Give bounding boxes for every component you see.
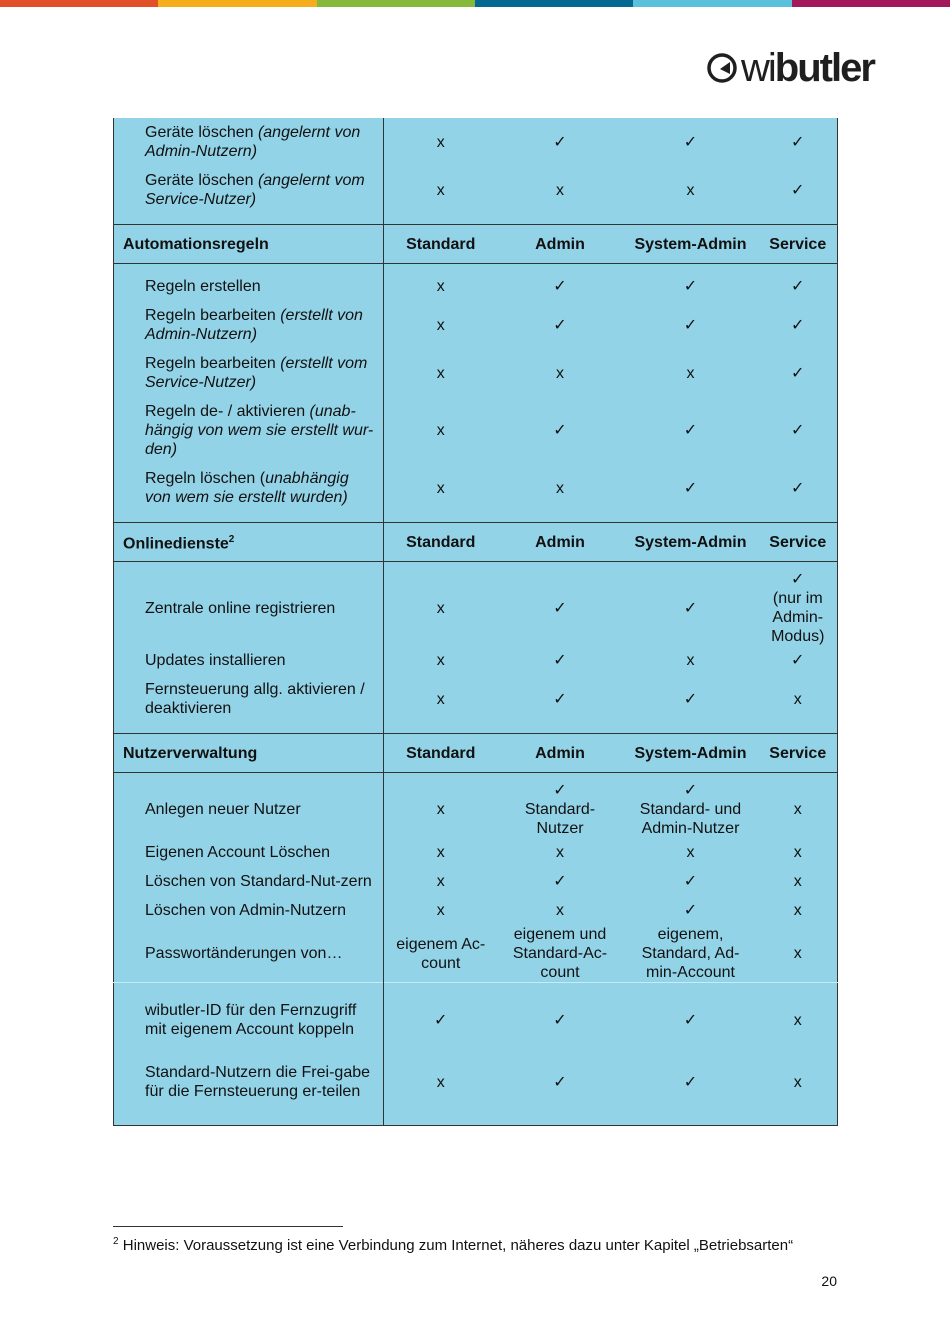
spacer-row [114,264,838,273]
permission-cell: x [793,902,802,919]
row-label [114,867,384,896]
spacer-row [114,562,838,571]
permission-cell: x [686,181,695,199]
table-row [114,925,838,983]
row-label-text: Regeln löschen ( [145,470,266,487]
spacer-cell [114,264,384,273]
row-label [114,301,384,349]
permission-cell: ✓ Standard- und Admin-Nutzer [639,782,742,837]
permission-cell: x [686,364,695,382]
table-row [114,1049,838,1115]
permission-cell: x [793,801,802,818]
permission-cell: ✓ [553,1073,567,1091]
section-title [114,225,384,264]
row-label-text: Geräte löschen [145,172,258,189]
permission-cell: ✓ [791,181,805,199]
permission-cell: x [436,844,445,861]
divider-row [114,983,838,992]
spacer-row [114,214,838,225]
spacer-cell [384,264,838,273]
permission-cell: x [793,1011,802,1029]
permission-cell: x [556,844,564,861]
row-label [114,991,384,1049]
row-label-text: Updates installieren [145,652,286,669]
table-row [114,166,838,214]
section-title-text: Nutzerverwaltung [123,744,258,762]
permission-cell: ✓ [791,422,805,439]
permission-cell: ✓ [553,316,567,334]
permission-cell: ✓ [553,422,567,439]
permission-cell: x [436,873,445,890]
section-header-row [114,225,838,264]
permission-cell: x [436,316,445,334]
table-row [114,991,838,1049]
row-label-text: Löschen von Standard-Nut-zern [145,873,372,890]
column-header: System-Admin [623,225,759,264]
permission-cell: ✓ [791,364,805,382]
row-label [114,272,384,301]
spacer-row [114,773,838,782]
row-label [114,925,384,983]
permission-cell: x [436,652,445,669]
row-label-text: Fernsteuerung allg. aktivieren / deaktivieren [145,681,365,717]
permission-cell: ✓ [553,652,567,669]
table-row [114,781,838,838]
permission-cell: x [436,422,445,439]
section-title-text: Onlinedienste [123,535,229,553]
permission-cell: ✓ [683,278,698,295]
row-label-note: (unab-hängig von wem sie erstellt wur-den) [145,403,374,458]
row-label-text: Passwortänderungen von… [145,945,343,962]
spacer-cell [384,562,838,571]
permission-cell: eigenem, Standard, Ad-min-Account [641,926,740,981]
row-label [114,464,384,512]
permission-cell: ✓ (nur im Admin-Modus) [771,571,825,645]
row-label-note: (angelernt vom Service-Nutzer) [145,172,365,208]
permission-cell: ✓ [683,133,698,151]
spacer-cell [384,983,838,992]
spacer-row [114,723,838,734]
table-row [114,838,838,867]
row-label-text: Eigenen Account Löschen [145,844,331,861]
top-color-segment [158,0,316,7]
row-label-text: Zentrale online registrieren [145,599,336,617]
top-color-segment [0,0,158,7]
top-color-segment [475,0,633,7]
table-row [114,896,838,925]
permission-cell: x [436,133,445,151]
permission-cell: x [793,690,802,708]
spacer-row [114,1115,838,1126]
permission-cell: ✓ [683,1011,698,1029]
table-row [114,464,838,512]
top-color-segment [317,0,475,7]
row-label-text: Anlegen neuer Nutzer [145,801,301,818]
spacer-cell [114,723,384,734]
permission-cell: x [793,873,802,890]
table-row [114,646,838,675]
permission-cell: x [436,479,445,497]
permission-cell: ✓ [791,133,805,151]
section-header-row [114,734,838,773]
permission-cell: x [436,1073,445,1091]
column-header: Standard [384,523,498,562]
row-label [114,838,384,867]
table-row [114,570,838,646]
section-title [114,523,384,562]
footnote-reference: 2 [228,534,235,546]
permission-cell: ✓ [683,599,698,617]
permission-cell: eigenem und Standard-Ac-count [512,926,608,981]
row-label-text: Regeln erstellen [145,278,261,295]
permission-cell: x [436,690,445,708]
permission-cell: x [793,1073,802,1091]
permission-cell: ✓ [683,316,698,334]
permission-cell: x [556,479,564,497]
permission-cell: ✓ [553,278,567,295]
row-label [114,570,384,646]
permission-cell: x [793,844,802,861]
permission-cell: ✓ Standard-Nutzer [524,782,596,837]
permission-cell: x [793,945,802,962]
column-header: Service [759,225,838,264]
permission-cell: x [556,364,564,382]
section-title-text: Automationsregeln [123,235,269,253]
column-header: Standard [384,225,498,264]
permission-cell: ✓ [791,316,805,334]
row-label-text: Regeln de- / aktivieren [145,403,310,420]
permission-cell: x [686,844,695,861]
row-label [114,781,384,838]
row-label [114,1049,384,1115]
permission-cell: ✓ [683,873,698,890]
row-label-note: (erstellt von Admin-Nutzern) [145,307,363,343]
permission-cell: eigenem Ac-count [396,935,486,972]
column-header: Standard [384,734,498,773]
spacer-cell [384,723,838,734]
permission-cell: x [556,181,564,199]
permission-cell: x [436,278,445,295]
permission-cell: ✓ [553,599,567,617]
row-label [114,166,384,214]
spacer-cell [384,512,838,523]
spacer-cell [384,214,838,225]
spacer-cell [384,1115,838,1126]
wibutler-logo [706,46,874,90]
permission-cell: x [436,599,445,617]
column-header: Admin [498,734,623,773]
permission-cell: ✓ [683,902,698,919]
spacer-cell [114,983,384,992]
column-header: System-Admin [623,523,759,562]
row-label-text: Standard-Nutzern die Frei-gabe für die Fernsteuerung er-teilen [145,1064,371,1100]
row-label [114,118,384,166]
footnote: $^2$ Hinweis: Voraussetzung ist eine Verbindung zum Internet, näheres dazu unter Kapitel „Betriebsarten“ [113,1236,794,1254]
spacer-cell [114,512,384,523]
table-row [114,272,838,301]
spacer-cell [114,214,384,225]
permission-cell: x [436,364,445,382]
row-label [114,397,384,464]
permission-cell: x [686,652,695,669]
permission-cell: ✓ [791,479,805,497]
permission-cell: x [556,902,564,919]
table-row [114,301,838,349]
permission-cell: ✓ [791,652,805,669]
row-label [114,646,384,675]
row-label-text: Regeln bearbeiten [145,307,281,324]
spacer-row [114,512,838,523]
top-color-segment [792,0,950,7]
footnote-separator [113,1226,343,1227]
top-color-segment [633,0,791,7]
table-row [114,349,838,397]
logo-wordmark: wibutler [741,45,874,90]
section-header-row [114,523,838,562]
top-color-bar [0,0,950,7]
column-header: Service [759,523,838,562]
row-label [114,349,384,397]
permission-cell: ✓ [553,1011,567,1029]
permission-cell: ✓ [553,690,567,708]
permission-cell: ✓ [434,1011,448,1029]
table-row [114,397,838,464]
row-label [114,896,384,925]
row-label-text: Regeln bearbeiten [145,355,281,372]
spacer-cell [114,773,384,782]
table-row [114,675,838,723]
row-label-text: Löschen von Admin-Nutzern [145,902,346,919]
section-title [114,734,384,773]
row-label-note: unabhängig von wem sie erstellt wurden) [145,470,349,506]
page-number: 20 [821,1273,837,1289]
permission-cell: ✓ [553,133,567,151]
row-label-text: wibutler-ID für den Fernzugriff mit eigenem Account koppeln [145,1002,357,1038]
row-label-note: (angelernt von Admin-Nutzern) [145,124,361,160]
table-row [114,867,838,896]
row-label [114,675,384,723]
permissions-table [113,118,838,1126]
permission-cell: ✓ [791,278,805,295]
column-header: Admin [498,225,623,264]
permission-cell: ✓ [683,1073,698,1091]
column-header: System-Admin [623,734,759,773]
table-row [114,118,838,166]
permission-cell: x [436,181,445,199]
column-header: Admin [498,523,623,562]
permission-cell: ✓ [683,422,698,439]
permission-cell: ✓ [683,479,698,497]
column-header: Service [759,734,838,773]
spacer-cell [384,773,838,782]
permission-cell: ✓ [553,873,567,890]
permission-cell: ✓ [683,690,698,708]
wibutler-logo-icon [706,52,738,84]
permission-cell: x [436,801,445,818]
permission-cell: x [436,902,445,919]
spacer-cell [114,1115,384,1126]
row-label-note: (erstellt vom Service-Nutzer) [145,355,368,391]
spacer-cell [114,562,384,571]
row-label-text: Geräte löschen [145,124,258,141]
